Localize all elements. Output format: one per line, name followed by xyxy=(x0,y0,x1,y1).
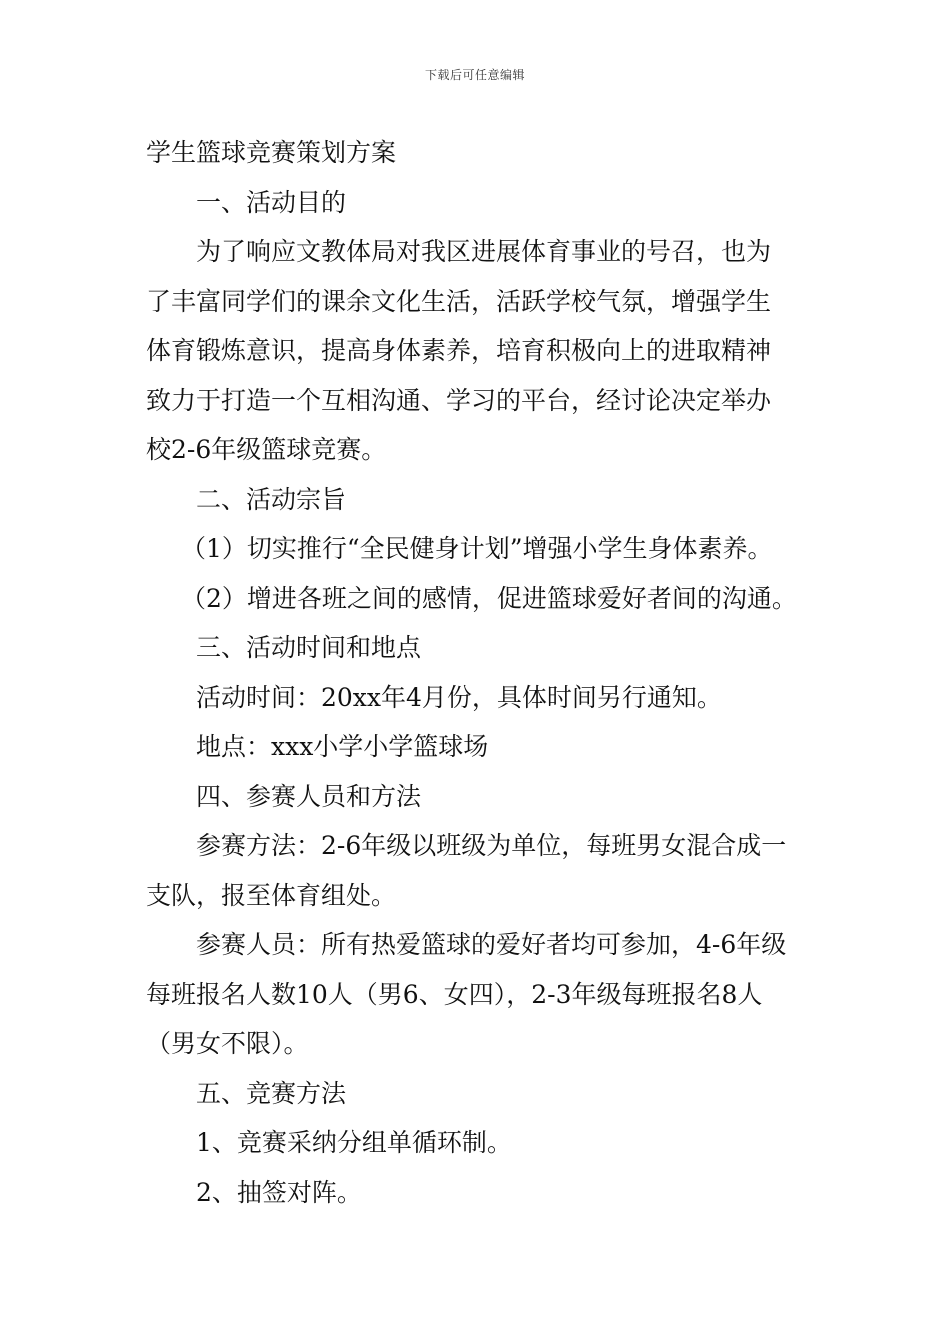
document-body xyxy=(146,128,811,1217)
page-header-watermark: 下载后可任意编辑 xyxy=(424,68,525,82)
paragraph-line: 活动时间：20xx年4月份，具体时间另行通知。 xyxy=(196,682,722,712)
paragraph-line: 致力于打造一个互相沟通、学习的平台，经讨论决定举办 xyxy=(146,385,772,415)
section-heading-time-place: 三、活动时间和地点 xyxy=(196,633,422,662)
section-heading-aim: 二、活动宗旨 xyxy=(196,484,347,514)
list-item: （2）增进各班之间的感情，促进篮球爱好者间的沟通。 xyxy=(181,583,797,613)
section-heading-participants: 四、参赛人员和方法 xyxy=(196,781,422,811)
section-heading-purpose: 一、活动目的 xyxy=(196,187,347,217)
paragraph-line: 参赛人员：所有热爱篮球的爱好者均可参加，4-6年级 xyxy=(196,930,787,959)
document-title: 学生篮球竞赛策划方案 xyxy=(146,138,397,167)
paragraph-line: 校2-6年级篮球竞赛。 xyxy=(146,435,387,464)
paragraph-line: 支队，报至体育组处。 xyxy=(146,880,397,910)
paragraph-line: 每班报名人数10人（男6、女四），2-3年级每班报名8人 xyxy=(146,979,763,1009)
section-heading-competition-method: 五、竞赛方法 xyxy=(196,1078,347,1108)
list-item: （1）切实推行“全民健身计划”增强小学生身体素养。 xyxy=(181,534,773,563)
paragraph-line: 为了响应文教体局对我区进展体育事业的号召，也为 xyxy=(196,237,772,266)
paragraph-line: 体育锻炼意识，提高身体素养，培育积极向上的进取精神 xyxy=(146,336,772,365)
paragraph-line: （男女不限）。 xyxy=(146,1029,309,1058)
list-item: 2、抽签对阵。 xyxy=(196,1177,362,1207)
paragraph-line: 了丰富同学们的课余文化生活，活跃学校气氛，增强学生 xyxy=(146,286,772,316)
list-item: 1、竞赛采纳分组单循环制。 xyxy=(196,1128,512,1157)
paragraph-line: 参赛方法：2-6年级以班级为单位，每班男女混合成一 xyxy=(196,831,787,860)
paragraph-line: 地点：xxx小学小学篮球场 xyxy=(196,732,489,761)
